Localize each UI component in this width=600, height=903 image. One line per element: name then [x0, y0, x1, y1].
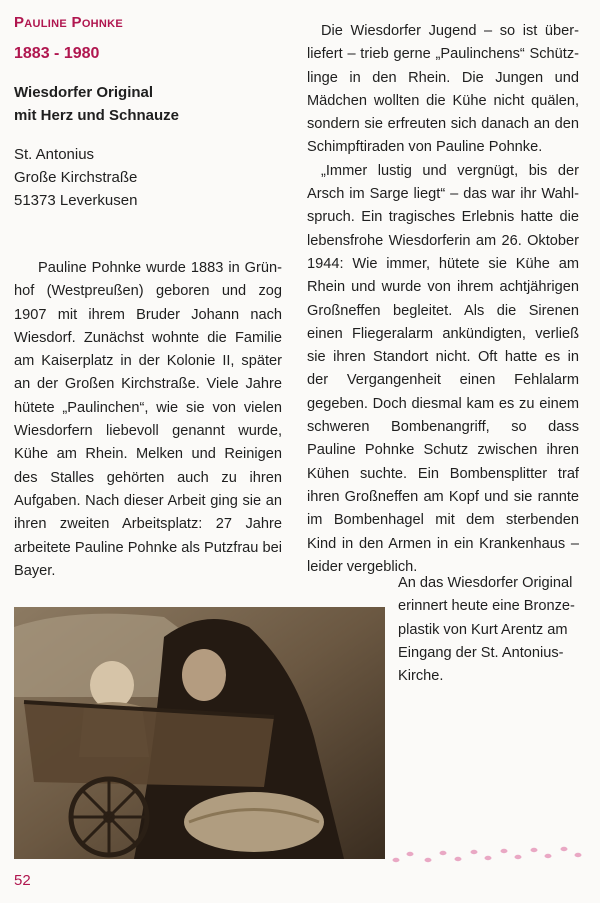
subtitle-line-2: mit Herz und Schnauze	[14, 107, 180, 124]
life-years: 1883 - 1980	[14, 45, 100, 62]
historic-photo	[14, 607, 385, 859]
motto-paragraph: „Immer lustig und vergnügt, bis der Arsch im Sarge liegt“ – das war ihr Wahlspruch. Ein tragisches Erlebnis hatte die lebensfrohe Wiesdorferin am 26. Oktober 1944: Wie immer, hütete sie Kühe am Rhein und wurde von ihrem achtjährigen Großneffen begleitet. Als die Sirenen einen Fliegeralarm ankündigten, verließ sie ihren Standort nicht. Oft hatte es in der Vergangenheit einen Fehlalarm gegeben. Doch diesmal kam es zu einem schweren Bombenangriff, so dass Pauline Pohnke Schutz zwischen ihren Kühen suchte. Ein Bombensplitter traf ihren Großneffen am Kopf und sie rannte im Bombenhagel mit dem sterbenden Kind in den Armen in ein Krankenhaus – leider vergeblich.	[307, 162, 579, 575]
address-line-1: St. Antonius	[14, 146, 95, 163]
closing-paragraph: An das Wiesdorfer Original erinnert heute eine Bronzeplastik von Kurt Arentz am Eingang der St. Antonius-Kirche.	[398, 575, 575, 685]
person-name: Pauline Pohnke	[14, 14, 124, 31]
address-line-2: Große Kirchstraße	[14, 169, 138, 186]
subtitle	[14, 81, 286, 127]
page-number: 52	[14, 872, 31, 889]
subtitle-line-1: Wiesdorfer Original	[14, 84, 154, 101]
right-text-column	[307, 20, 579, 579]
biography-paragraph: Pauline Pohnke wurde 1883 in Grünhof (Westpreußen) geboren und zog 1907 mit ihrem Bruder Johann nach Wiesdorf. Zunächst wohnte die Familie am Kaiserplatz in der Kolonie II, später an der Großen Kirchstraße. Viele Jahre hütete „Paulinchen“, wie sie von vielen Wiesdorfern liebevoll genannt wurde, Kühe am Rhein. Melken und Reinigen des Stalles gehörten auch zu ihren Aufgaben. Nach dieser Arbeit ging sie an ihren zweiten Arbeitsplatz: 27 Jahre arbeitete Pauline Pohnke als Putzfrau bei Bayer.	[14, 260, 282, 579]
youth-paragraph: Die Wiesdorfer Jugend – so ist überliefert – trieb gerne „Paulinchens“ Schützlinge in den Rhein. Die Jungen und Mädchen wollten die Kühe nicht quälen, sondern sie erfreuten sich danach an den Schimpftiraden von Pauline Pohnke.	[307, 23, 579, 156]
footprints-decoration	[388, 838, 593, 868]
address-block	[14, 143, 286, 212]
left-text-column	[14, 257, 282, 583]
photo-illustration	[14, 607, 385, 859]
header-block	[14, 14, 286, 212]
address-line-3: 51373 Leverkusen	[14, 192, 138, 209]
